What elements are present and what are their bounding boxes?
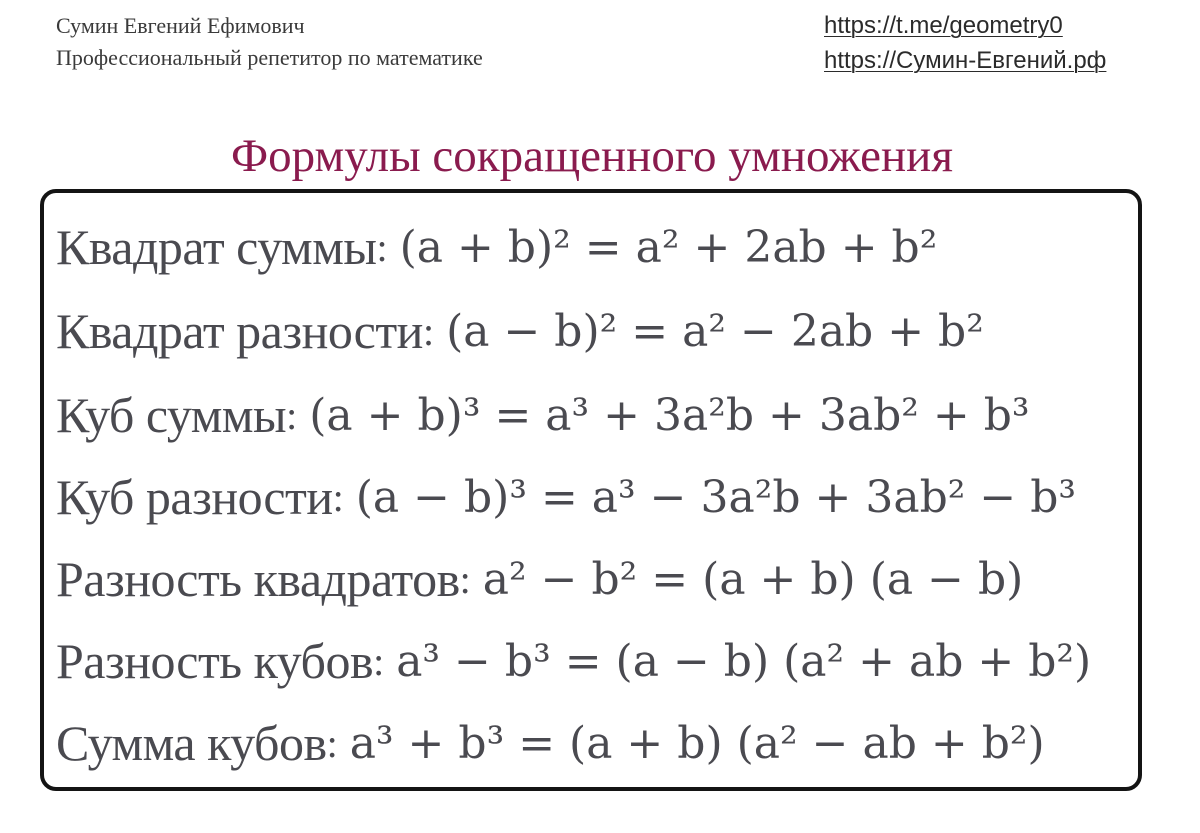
formula-square-of-sum bbox=[56, 206, 937, 288]
formula-cube-of-sum bbox=[56, 374, 1030, 456]
formula-expression: a³ − b³ = (a − b) (a² + ab + b²) bbox=[396, 635, 1092, 687]
formula-colon: : bbox=[326, 720, 338, 766]
author-name: Сумин Евгений Ефимович bbox=[56, 13, 305, 38]
formula-expression: (a + b)² = a² + 2ab + b² bbox=[399, 221, 938, 273]
formula-expression: a² − b² = (a + b) (a − b) bbox=[482, 553, 1024, 605]
formula-name: Куб суммы bbox=[56, 387, 287, 443]
formula-sum-of-cubes bbox=[56, 702, 1045, 784]
page-title: Формулы сокращенного умножения bbox=[231, 130, 953, 182]
telegram-link[interactable]: https://t.me/geometry0 bbox=[824, 12, 1063, 39]
author-title: Профессиональный репетитор по математике bbox=[56, 45, 483, 70]
formula-colon: : bbox=[422, 308, 435, 354]
site-link[interactable]: https://Сумин-Евгений.рф bbox=[824, 47, 1107, 74]
formula-colon: : bbox=[332, 474, 344, 520]
author-block bbox=[56, 10, 483, 74]
formula-name: Сумма кубов bbox=[56, 715, 327, 771]
formula-difference-of-squares bbox=[56, 538, 1023, 620]
formula-colon: : bbox=[286, 392, 298, 438]
formula-difference-of-cubes bbox=[56, 620, 1091, 702]
formula-expression: (a − b)³ = a³ − 3a²b + 3ab² − b³ bbox=[355, 471, 1077, 523]
formula-name: Квадрат суммы bbox=[56, 219, 377, 275]
formula-name: Разность квадратов bbox=[56, 551, 460, 607]
formula-name: Куб разности bbox=[56, 469, 333, 525]
formula-expression: (a + b)³ = a³ + 3a²b + 3ab² + b³ bbox=[309, 389, 1030, 441]
formula-square-of-difference bbox=[56, 290, 984, 372]
header-links bbox=[824, 8, 1106, 78]
formula-name: Разность кубов bbox=[56, 633, 374, 689]
formula-cube-of-difference bbox=[56, 456, 1076, 538]
formula-colon: : bbox=[459, 556, 471, 602]
formula-name: Квадрат разности bbox=[56, 303, 423, 359]
formula-colon: : bbox=[373, 638, 385, 684]
formula-colon: : bbox=[376, 224, 388, 270]
formula-expression: a³ + b³ = (a + b) (a² − ab + b²) bbox=[349, 717, 1045, 769]
formula-expression: (a − b)² = a² − 2ab + b² bbox=[446, 305, 984, 357]
